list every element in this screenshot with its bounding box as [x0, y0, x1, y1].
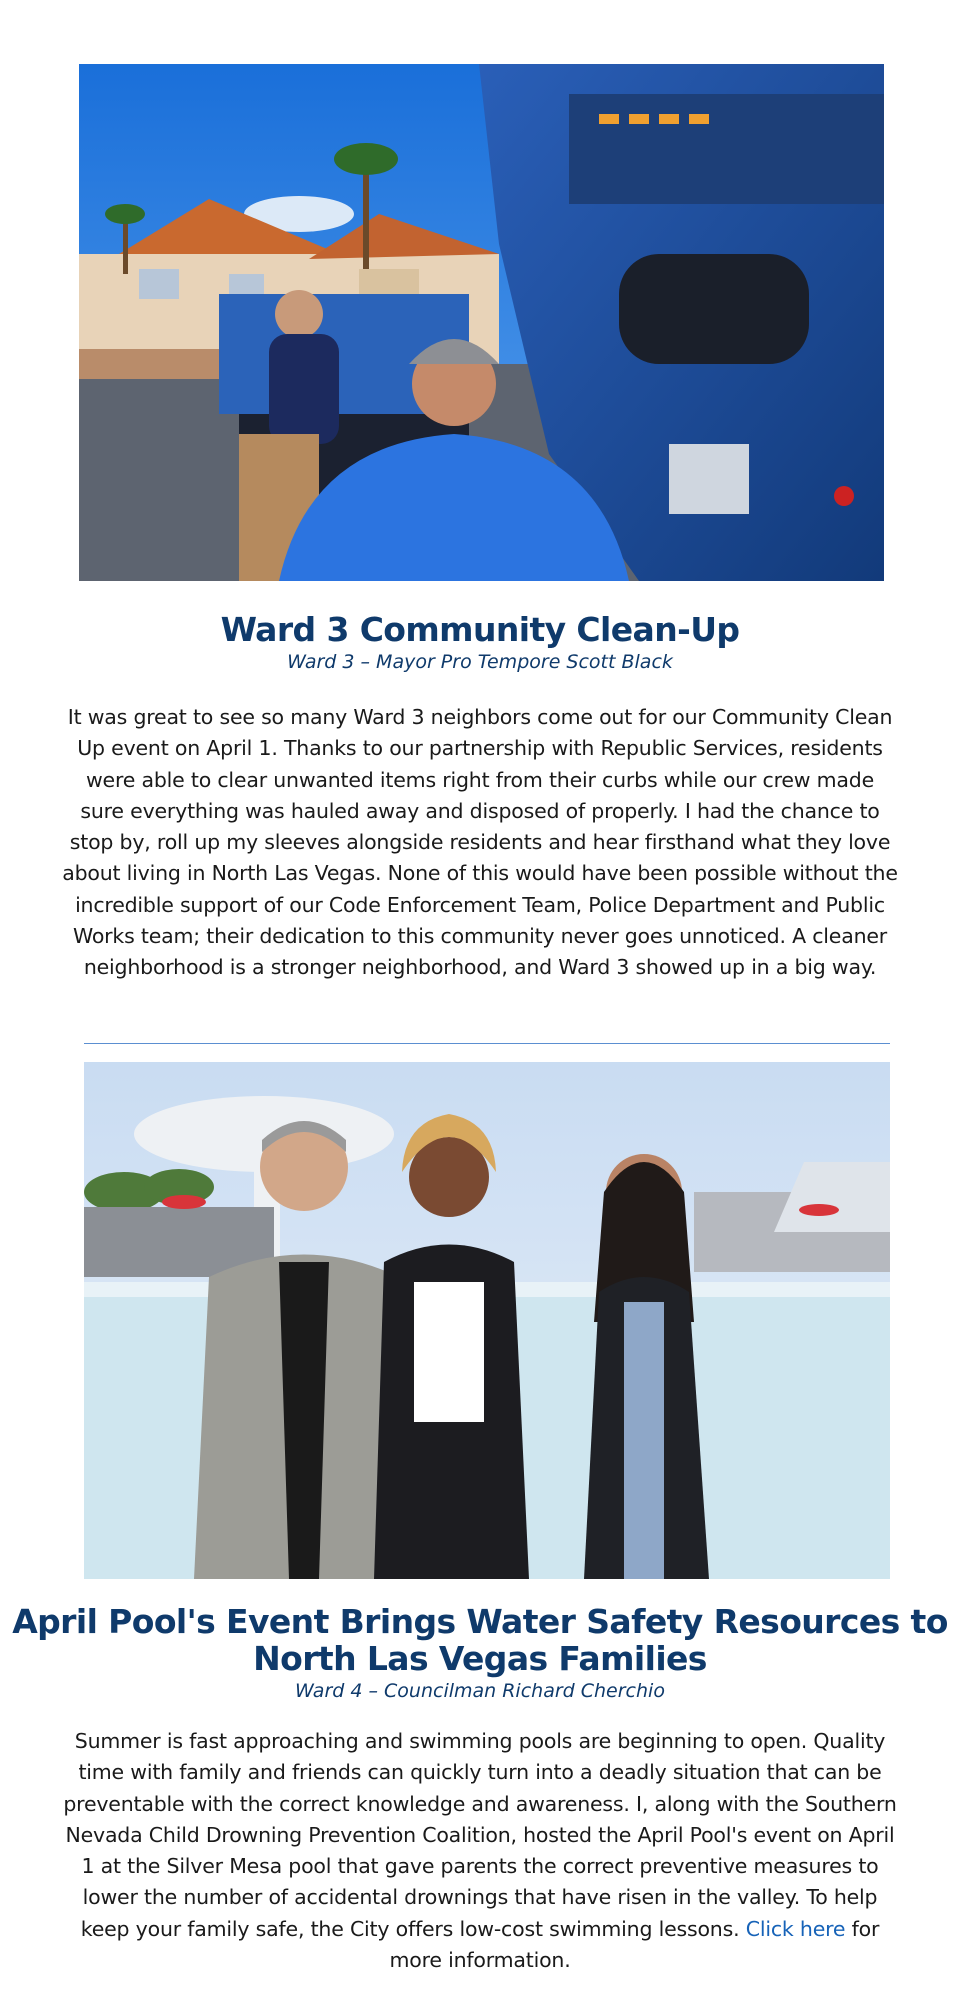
cleanup-photo	[79, 64, 884, 581]
pool-event-photo	[84, 1062, 890, 1579]
article-title-line: North Las Vegas Families	[253, 1639, 707, 1678]
article-title-line: April Pool's Event Brings Water Safety Resources to	[12, 1602, 948, 1641]
article-byline: Ward 4 – Councilman Richard Cherchio	[295, 1680, 665, 1702]
article-body-tail: for more information.	[389, 1916, 880, 1973]
click-here-link[interactable]: Click here	[745, 1916, 846, 1941]
article-title: Ward 3 Community Clean-Up	[220, 610, 740, 649]
article-body	[62, 1726, 898, 1976]
article-body-text: Summer is fast approaching and swimming pools are beginning to open. Quality time with family and friends can quickly turn into a deadly situation that can be preventable with the correct knowledge and awareness. I, along with the Southern Nevada Child Drowning Prevention Coalition, hosted the April Pool's event on April 1 at the Silver Mesa pool that gave parents the correct preventive measures to lower the number of accidental drownings that have risen in the valley. To help keep your family safe, the City offers low-cost swimming lessons.	[63, 1729, 897, 1941]
article-body: It was great to see so many Ward 3 neighbors come out for our Community Clean Up event on April 1. Thanks to our partnership with Republic Services, residents were able to clear unwanted items right from their curbs while our crew made sure everything was hauled away and disposed of properly. I had the chance to stop by, roll up my sleeves alongside residents and hear firsthand what they love about living in North Las Vegas. None of this would have been possible without the incredible support of our Code Enforcement Team, Police Department and Public Works team; their dedication to this community never goes unnoticed. A cleaner neighborhood is a stronger neighborhood, and Ward 3 showed up in a big way.	[62, 705, 898, 980]
section-divider	[84, 1043, 890, 1044]
article-title	[0, 1603, 960, 1677]
article-byline: Ward 3 – Mayor Pro Tempore Scott Black	[287, 651, 673, 673]
